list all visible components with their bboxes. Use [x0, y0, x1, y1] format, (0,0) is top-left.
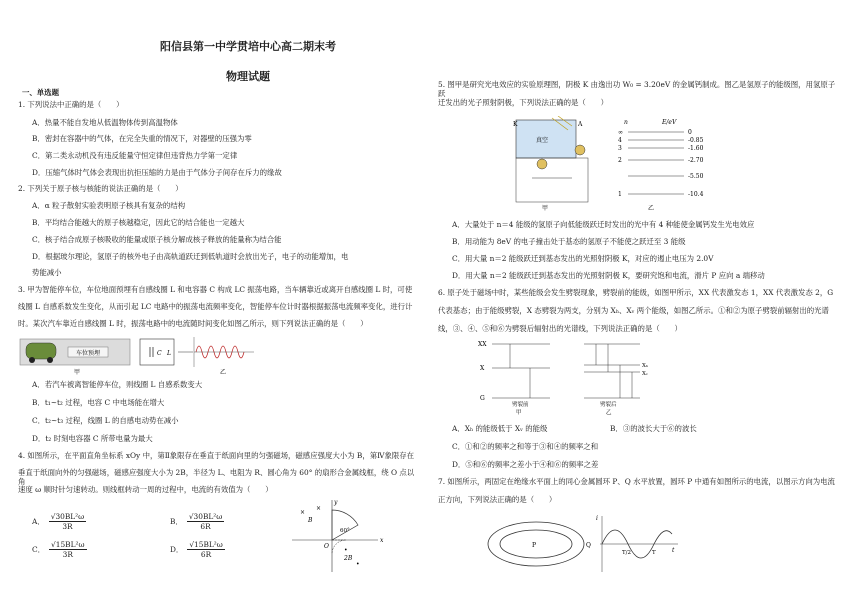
option-4c: C． $\frac{\text{√15BL²ω}}{3R}$	[32, 540, 85, 560]
option-5c: C．用大量 n＝2 能级跃迁到基态发出的光照射阴极 K，对应的遏止电压为 2.0V	[452, 254, 714, 263]
photoelectric-figure	[512, 116, 752, 212]
option-3c: C．t₂~t₃ 过程，线圈 L 的自感电动势在减小	[32, 416, 179, 425]
svg-text:y: y	[334, 499, 338, 506]
svg-text:x: x	[380, 537, 384, 544]
question-3-line3: 时。某次汽车靠近自感线圈 L 时，振荡电路中的电流随时间变化如图乙所示，则下列说法正确的是（ ）	[18, 319, 368, 328]
svg-text:t: t	[672, 547, 675, 554]
svg-text:2B: 2B	[344, 555, 353, 562]
svg-text:乙: 乙	[648, 205, 655, 212]
svg-text:O: O	[324, 543, 329, 550]
svg-text:×: ×	[316, 505, 322, 512]
option-6b: B．③的波长大于⑥的波长	[610, 424, 697, 433]
option-5a: A．大量处于 n＝4 能级的氢原子向低能级跃迁时发出的光中有 4 种能使金属钙发生光电效应	[452, 220, 755, 229]
question-4-line1: 4. 如图所示，在平面直角坐标系 xOy 中，第Ⅱ象限存在垂直于纸面向里的匀强磁场，磁感应强度大小为 B，第Ⅳ象限存在	[18, 451, 415, 460]
option-4d: D． $\frac{\text{√15BL²ω}}{6R}$	[170, 540, 223, 560]
svg-text:T/2: T/2	[622, 550, 632, 556]
option-1c: C．第二类永动机没有违反能量守恒定律但违背热力学第一定律	[32, 151, 238, 160]
option-2b: B．平均结合能越大的原子核越稳定，因此它的结合能也一定越大	[32, 218, 245, 227]
energy-level-value: -10.4	[688, 191, 704, 198]
question-6-line2: 代表基态；由于能级劈裂，X 态劈裂为两支，分别为 Xₕ、Xᵥ 两个能级，如图乙所示。①和②为原子劈裂前辐射出的光谱	[438, 306, 829, 315]
svg-text:Xₕ: Xₕ	[642, 363, 649, 369]
energy-level-n: ∞	[618, 129, 623, 136]
option-3d: D．t₂ 时刻电容器 C 所带电量为最大	[32, 434, 153, 443]
option-2d: D．根据玻尔理论，氢原子的核外电子由高轨道跃迁到低轨道时会放出光子，电子的动能增加，电	[32, 252, 349, 261]
option-6a: A．Xₕ 的能级低于 Xᵥ 的能级	[452, 424, 548, 433]
option-4a: A． $\frac{\text{√30BL²ω}}{3R}$	[32, 512, 85, 532]
svg-text:L: L	[167, 350, 171, 357]
option-1b: B．密封在容器中的气体，在完全失重的情况下，对器壁的压强为零	[32, 134, 252, 143]
svg-text:E/eV: E/eV	[662, 119, 677, 126]
svg-text:i: i	[596, 515, 598, 522]
question-6-line3: 线，③、④、⑤和⑥为劈裂后辐射出的光谱线，下列说法正确的是（ ）	[438, 324, 682, 333]
option-2a: A．α 粒子散射实验表明原子核具有复杂的结构	[32, 201, 186, 210]
svg-text:Xᵥ: Xᵥ	[642, 371, 648, 377]
question-3-line1: 3. 甲为智能停车位，车位地面预埋有自感线圈 L 和电容器 C 构成 LC 振荡电路，当车辆靠近或离开自感线圈 L 时，可使	[18, 285, 413, 294]
svg-text:C: C	[157, 350, 162, 357]
energy-level-n: 1	[618, 191, 622, 198]
sector-field-figure	[286, 496, 386, 576]
option-1d: D．压缩气体时气体会表现出抗拒压缩的力是由于气体分子间存在斥力的缘故	[32, 168, 282, 177]
svg-text:P: P	[532, 542, 537, 549]
energy-level-value: -5.50	[688, 173, 704, 180]
section-heading: 一、单选题	[22, 88, 59, 97]
svg-text:T: T	[652, 550, 656, 556]
question-3-line2: 线圈 L 自感系数发生变化，从而引起 LC 电路中的振荡电流频率变化，智能停车位计时器根据振荡电流频率变化，进行计	[18, 302, 413, 311]
option-5b: B．用动能为 8eV 的电子撞击处于基态的氢原子不能使之跃迁至 3 能级	[452, 237, 686, 246]
svg-text:劈裂后: 劈裂后	[600, 402, 617, 408]
fig-caption-b: 乙	[220, 369, 227, 375]
option-2c: C．核子结合成原子核吸收的能量或原子核分解成核子释放的能量称为结合能	[32, 235, 282, 244]
option-3b: B．t₁~t₂ 过程，电容 C 中电场能在增大	[32, 398, 165, 407]
svg-text:60°: 60°	[340, 528, 350, 534]
svg-text:甲: 甲	[542, 205, 549, 212]
fig-caption-a: 甲	[74, 369, 81, 375]
svg-text:K: K	[513, 121, 518, 128]
question-stem: 1. 下列说法中正确的是（ ）	[18, 100, 124, 109]
svg-text:甲: 甲	[516, 410, 522, 416]
svg-text:A: A	[578, 121, 583, 128]
svg-text:n: n	[624, 119, 628, 126]
energy-level-n: 2	[618, 157, 622, 164]
svg-text:真空: 真空	[535, 137, 549, 144]
rings-current-figure	[482, 510, 682, 580]
question-7-line2: 正方向，下列说法正确的是（ ）	[438, 495, 557, 504]
svg-text:×: ×	[300, 509, 306, 516]
svg-text:B: B	[308, 517, 313, 524]
energy-level-value: -1.60	[688, 145, 704, 152]
fig-label-parking: 车位预埋	[75, 350, 101, 357]
question-6-line1: 6. 原子处于磁场中时，某些能级会发生劈裂现象，劈裂前的能级，如图甲所示，XX 代表激发态 1，XX 代表激发态 2，G	[438, 288, 834, 297]
question-5-line2: 迁发出的光子照射阴极，下列说法正确的是（ ）	[438, 98, 608, 107]
option-2d-cont: 势能减小	[32, 268, 62, 277]
question-4-line2: 垂直于纸面向外的匀强磁场，磁感应强度大小为 2B，半径为 L、电阻为 R、圆心角为 60° 的扇形合金属线框，绕 O 点以角	[18, 468, 415, 487]
energy-level-value: -2.70	[688, 157, 704, 164]
option-6c: C．①和②的频率之和等于③和④的频率之和	[452, 442, 599, 451]
energy-splitting-figure	[474, 338, 674, 416]
option-3a: A．若汽车被离智能停车位，则线圈 L 自感系数变大	[32, 380, 203, 389]
svg-text:G: G	[480, 395, 485, 402]
parking-lc-figure	[18, 333, 268, 375]
svg-text:乙: 乙	[606, 410, 612, 416]
svg-text:•: •	[344, 547, 348, 554]
question-7-line1: 7. 如图所示，两固定在绝缘水平面上的同心金属圆环 P、Q 水平放置，圆环 P 中通有如图所示的电流，以图示方向为电流	[438, 477, 835, 486]
question-5-line1: 5. 图甲是研究光电效应的实验原理图，阴极 K 由逸出功 W₀ = 3.20eV 的金属钙制成。图乙是氢原子的能级图，用氢原子跃	[438, 80, 836, 99]
energy-level-n: 4	[618, 137, 622, 144]
svg-text:Q: Q	[586, 542, 591, 549]
option-5d: D．用大量 n＝2 能级跃迁到基态发出的光照射阴极 K，要研究饱和电流，滑片 P 应向 a 端移动	[452, 271, 765, 280]
energy-level-value: -0.85	[688, 137, 704, 144]
question-2: 2. 下列关于原子核与核能的说法正确的是（ ）	[18, 184, 183, 193]
exam-subject: 物理试题	[226, 70, 270, 83]
svg-text:XX: XX	[478, 341, 487, 348]
svg-text:•: •	[356, 561, 360, 568]
question-4-line3: 速度 ω 顺时针匀速转动。则线框转动一周的过程中，电流的有效值为（ ）	[18, 485, 273, 494]
svg-text:劈裂前: 劈裂前	[512, 402, 529, 408]
exam-title: 阳信县第一中学贯培中心高二期末考	[160, 40, 336, 53]
energy-level-value: 0	[688, 129, 692, 136]
option-1a: A．热量不能自发地从低温物体传到高温物体	[32, 118, 178, 127]
svg-text:X: X	[480, 365, 485, 372]
question-1	[18, 100, 420, 109]
energy-levels	[618, 129, 704, 198]
option-4b: B． $\frac{\text{√30BL²ω}}{6R}$	[170, 512, 223, 532]
energy-level-n: 3	[618, 145, 622, 152]
option-6d: D．⑤和⑥的频率之差小于④和⑥的频率之差	[452, 460, 599, 469]
